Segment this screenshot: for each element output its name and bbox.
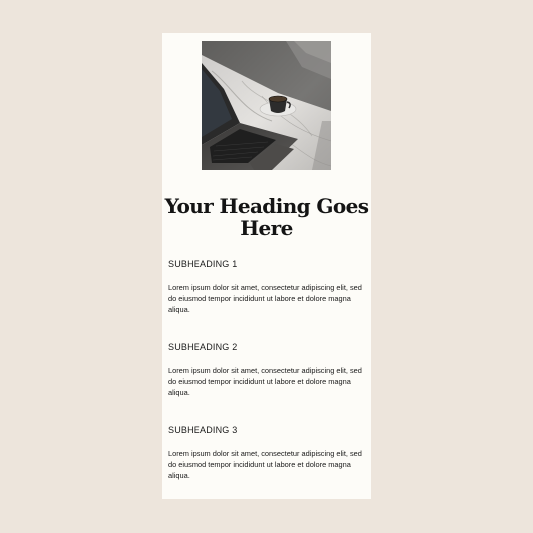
subheading-3: SUBHEADING 3 — [168, 425, 238, 435]
section-3 — [168, 425, 368, 482]
body-text-3: Lorem ipsum dolor sit amet, consectetur adipiscing elit, sed do eiusmod tempor incididunt ut labore et dolore magna aliqua. — [168, 449, 362, 481]
section-1 — [168, 259, 368, 316]
subheading-2: SUBHEADING 2 — [168, 342, 238, 352]
body-text-2: Lorem ipsum dolor sit amet, consectetur adipiscing elit, sed do eiusmod tempor incididunt ut labore et dolore magna aliqua. — [168, 366, 362, 398]
photo-illustration — [202, 41, 331, 170]
laptop-and-coffee-photo — [202, 41, 331, 170]
section-2 — [168, 342, 368, 399]
subheading-1: SUBHEADING 1 — [168, 259, 238, 269]
content-card — [162, 33, 371, 499]
body-text-1: Lorem ipsum dolor sit amet, consectetur adipiscing elit, sed do eiusmod tempor incididunt ut labore et dolore magna aliqua. — [168, 283, 362, 315]
page-heading: Your Heading Goes Here — [164, 194, 369, 240]
